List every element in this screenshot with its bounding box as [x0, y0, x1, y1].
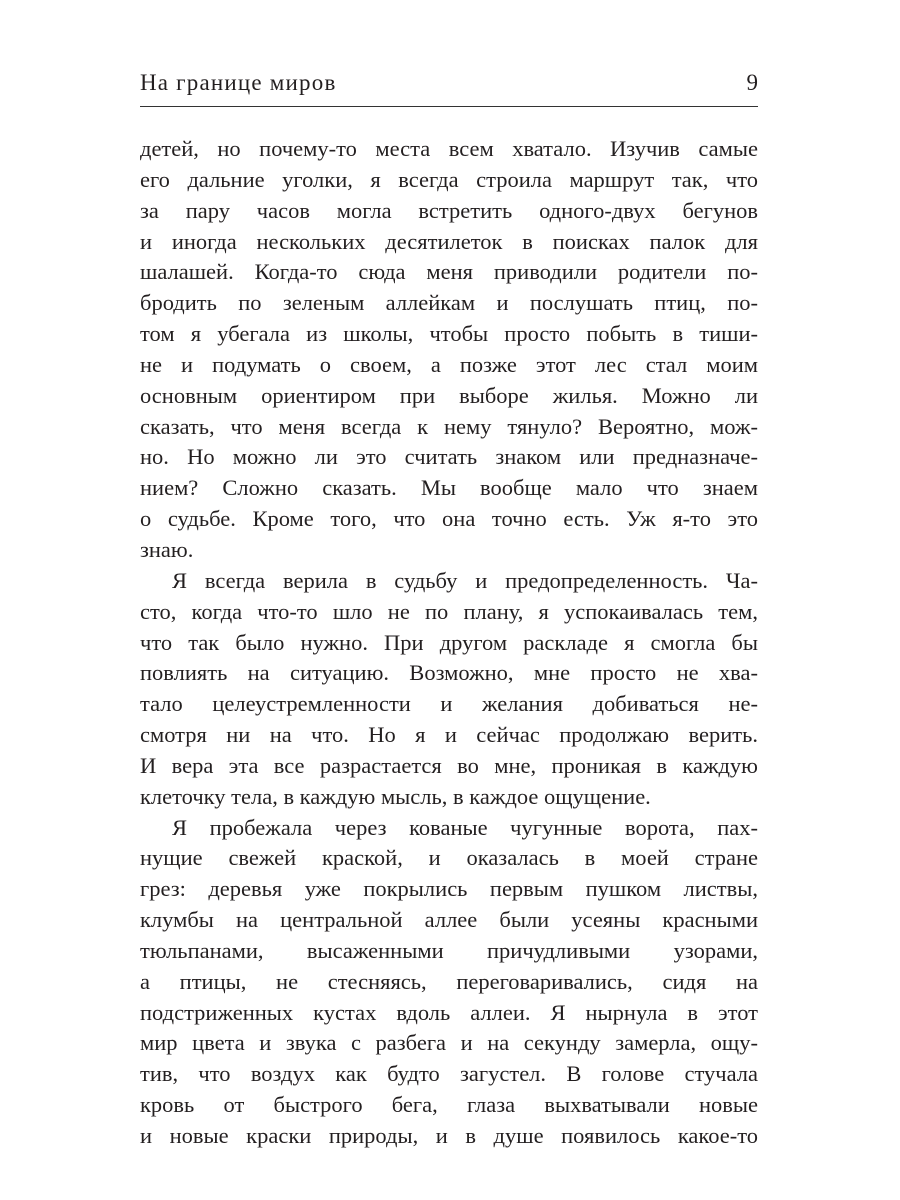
text-line: но. Но можно ли это считать знаком или предназначе- [140, 444, 758, 470]
text-line: что так было нужно. При другом раскладе я смогла бы [140, 629, 758, 655]
text-line: мир цвета и звука с разбега и на секунду замерла, ощу- [140, 1030, 758, 1056]
text-line: смотря ни на что. Но я и сейчас продолжаю верить. [140, 722, 758, 748]
text-line: за пару часов могла встретить одного-двух бегунов [140, 197, 758, 223]
text-line: кровь от быстрого бега, глаза выхватывали новые [140, 1092, 758, 1118]
text-line: шалашей. Когда-то сюда меня приводили родители по- [140, 259, 758, 285]
text-line: и иногда нескольких десятилеток в поисках палок для [140, 228, 758, 254]
text-line: том я убегала из школы, чтобы просто побыть в тиши- [140, 321, 758, 347]
running-title: На границе миров [140, 70, 337, 95]
text-line: нием? Сложно сказать. Мы вообще мало что знаем [140, 475, 758, 501]
text-line: не и подумать о своем, а позже этот лес стал моим [140, 351, 758, 377]
text-line: сто, когда что-то шло не по плану, я успокаивалась тем, [140, 598, 758, 624]
page-body [140, 134, 758, 1152]
text-line: нущие свежей краской, и оказалась в моей стране [140, 845, 758, 871]
text-line: И вера эта все разрастается во мне, проникая в каждую [140, 752, 758, 778]
text-line: сказать, что меня всегда к нему тянуло? Вероятно, мож- [140, 413, 758, 439]
text-line: тив, что воздух как будто загустел. В голове стучала [140, 1061, 758, 1087]
text-line: бродить по зеленым аллейкам и послушать птиц, по- [140, 290, 758, 316]
paragraph [140, 566, 758, 813]
text-line: основным ориентиром при выборе жилья. Можно ли [140, 382, 758, 408]
text-line: клумбы на центральной аллее были усеяны красными [140, 907, 758, 933]
text-line: а птицы, не стесняясь, переговаривались, сидя на [140, 968, 758, 994]
text-line: повлиять на ситуацию. Возможно, мне просто не хва- [140, 660, 758, 686]
page-number: 9 [746, 70, 758, 95]
text-line: его дальние уголки, я всегда строила маршрут так, что [140, 166, 758, 192]
text-line: детей, но почему-то места всем хватало. Изучив самые [140, 136, 758, 161]
text-line: и новые краски природы, и в душе появилось какое-то [140, 1123, 758, 1148]
text-line: Я всегда верила в судьбу и предопределенность. Ча- [172, 567, 758, 593]
running-header [140, 68, 758, 107]
text-line: о судьбе. Кроме того, что она точно есть. Уж я-то это [140, 506, 758, 532]
text-line: тало целеустремленности и желания добиваться не- [140, 691, 758, 717]
paragraph [140, 134, 758, 566]
text-line: тюльпанами, высаженными причудливыми узорами, [140, 937, 758, 963]
text-line: знаю. [140, 536, 194, 562]
text-line: клеточку тела, в каждую мысль, в каждое ощущение. [140, 783, 651, 809]
text-line: Я пробежала через кованые чугунные ворота, пах- [172, 814, 758, 840]
text-line: подстриженных кустах вдоль аллеи. Я нырнула в этот [140, 999, 758, 1025]
paragraph [140, 813, 758, 1152]
text-line: грез: деревья уже покрылись первым пушком листвы, [140, 876, 758, 902]
